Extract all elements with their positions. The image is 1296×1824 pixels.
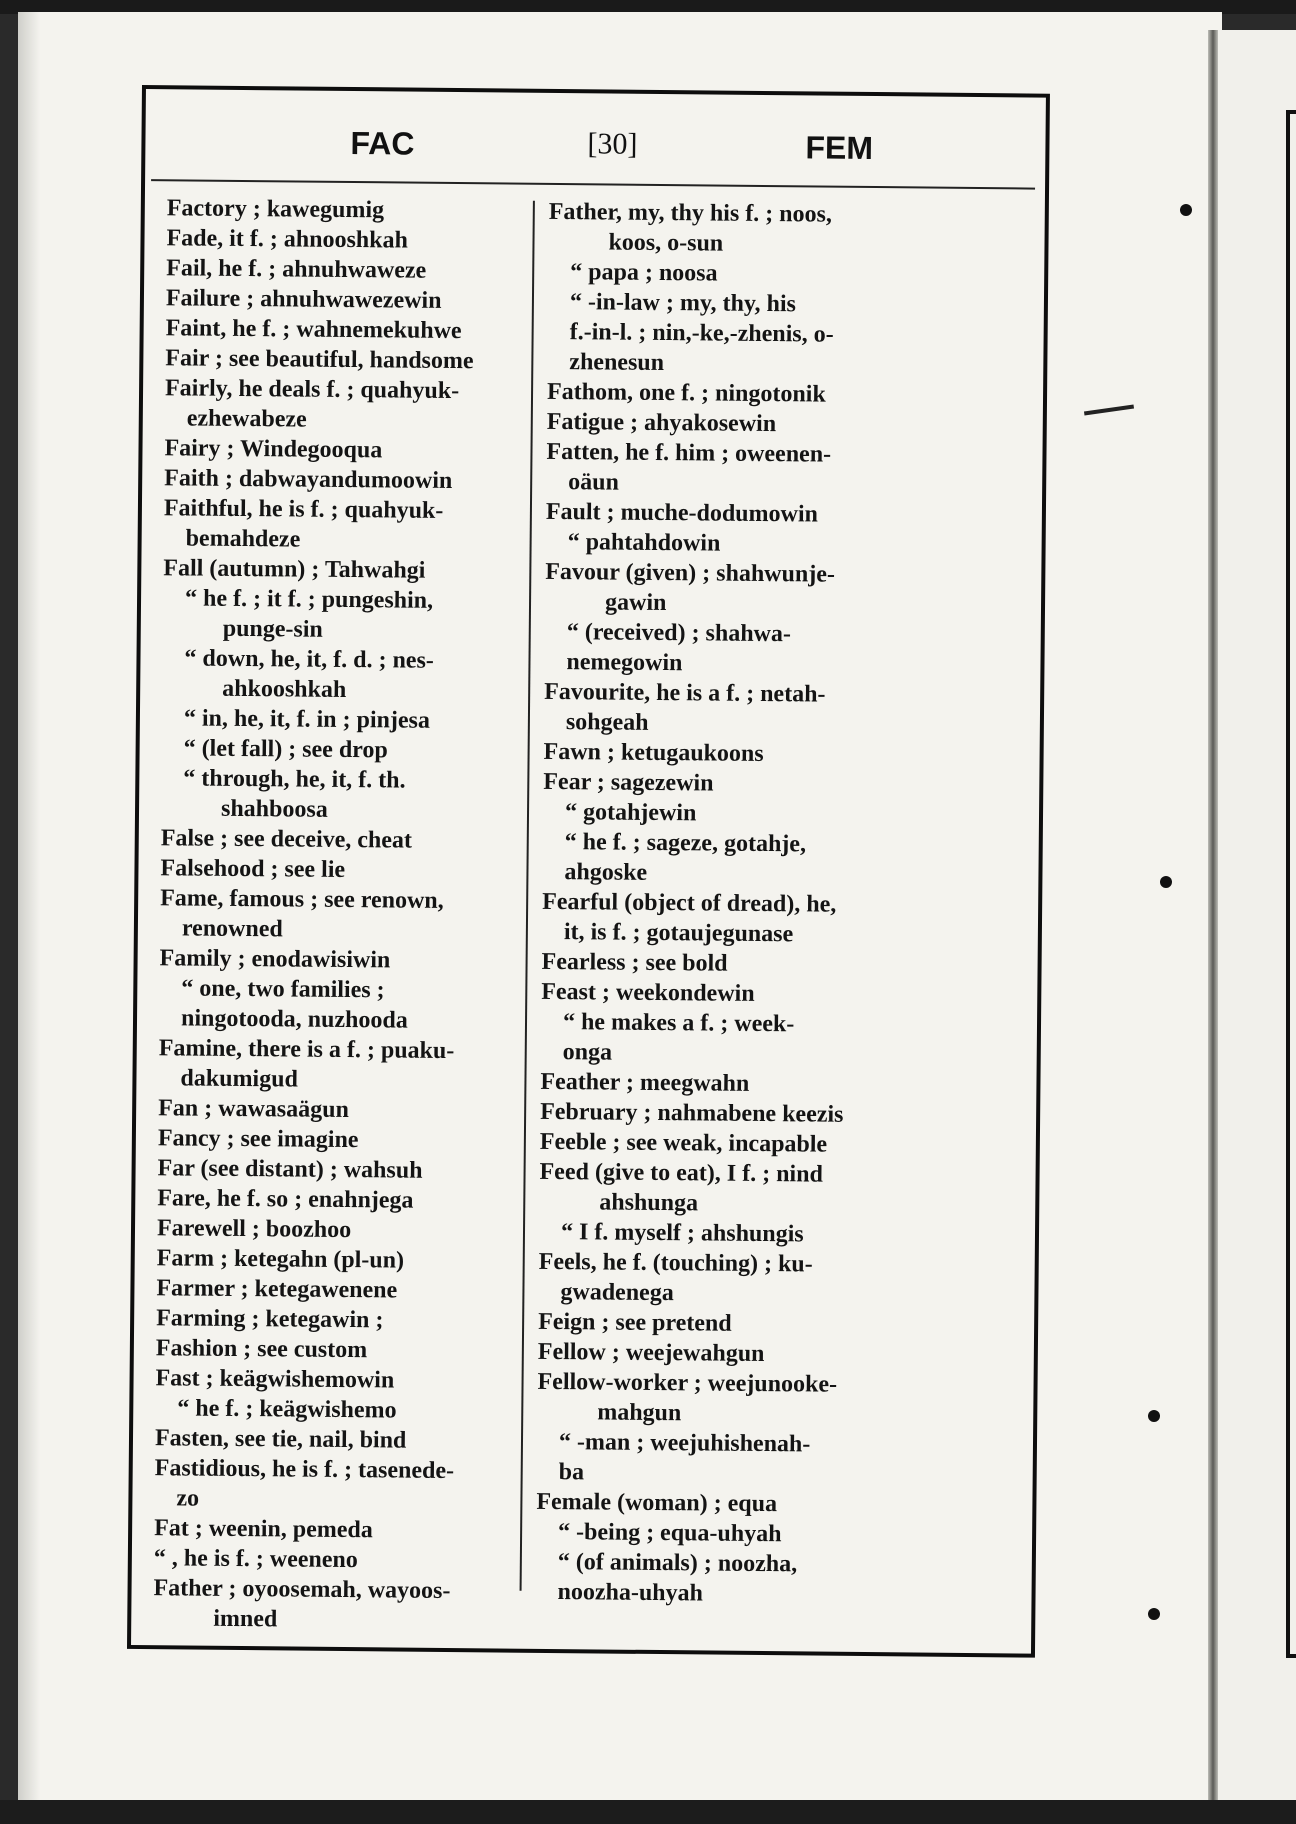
entry-line: Fashion ; see custom xyxy=(155,1335,368,1364)
entry-line: Fail, he f. ; ahnuhwaweze xyxy=(166,255,427,284)
entry-line: “ down, he, it, f. d. ; nes- xyxy=(184,645,434,674)
entry-line: onga xyxy=(562,1039,613,1066)
entry-line: Far (see distant) ; wahsuh xyxy=(157,1155,423,1184)
guide-word-right: FEM xyxy=(805,129,874,167)
entry-line: dakumigud xyxy=(180,1065,298,1093)
book-gutter xyxy=(1208,30,1218,1802)
entry-line: “ in, he, it, f. in ; pinjesa xyxy=(183,705,431,734)
entry-line: “ he f. ; keägwishemo xyxy=(177,1395,397,1424)
entry-line: imned xyxy=(213,1605,278,1633)
entry-line: oäun xyxy=(568,469,620,496)
entry-line: Favour (given) ; shahwunje- xyxy=(545,558,836,588)
entry-line: Faith ; dabwayandumoowin xyxy=(164,465,453,494)
facing-page-mark xyxy=(1180,204,1192,216)
entry-line: “ he f. ; sageze, gotahje, xyxy=(564,829,807,858)
entry-line: “ -in-law ; my, thy, his xyxy=(569,289,797,318)
entry-line: Father, my, thy his f. ; noos, xyxy=(548,198,833,228)
entry-line: sohgeah xyxy=(565,709,649,736)
entry-line: Fairly, he deals f. ; quahyuk- xyxy=(164,375,460,405)
entry-line: Fatigue ; ahyakosewin xyxy=(546,408,777,438)
entry-line: Female (woman) ; equa xyxy=(536,1488,778,1518)
entry-line: February ; nahmabene keezis xyxy=(540,1098,844,1128)
entry-line: Farewell ; boozhoo xyxy=(156,1215,352,1244)
entry-line: “ (received) ; shahwa- xyxy=(566,619,792,648)
entry-line: ba xyxy=(558,1459,585,1486)
entry-line: “ papa ; noosa xyxy=(570,259,718,287)
entry-line: Fade, it f. ; ahnooshkah xyxy=(166,225,409,254)
page-number: [30] xyxy=(587,127,638,161)
entry-line: “ through, he, it, f. th. xyxy=(183,765,406,794)
entry-line: Fan ; wawasaägun xyxy=(158,1095,349,1124)
entry-line: Feeble ; see weak, incapable xyxy=(539,1128,828,1158)
entry-line: Feather ; meegwahn xyxy=(540,1068,750,1097)
entry-line: Fair ; see beautiful, handsome xyxy=(165,345,474,375)
entry-line: punge-sin xyxy=(222,615,323,643)
entry-line: shahboosa xyxy=(220,795,328,823)
entry-line: ahkooshkah xyxy=(222,675,347,703)
entry-line: Faint, he f. ; wahnemekuhwe xyxy=(165,315,462,345)
entry-line: Farm ; ketegahn (pl-un) xyxy=(156,1245,405,1274)
entry-line: mahgun xyxy=(597,1399,682,1427)
left-column xyxy=(153,193,525,1636)
entry-line: Fear ; sagezewin xyxy=(543,768,714,797)
entry-line: Fatten, he f. him ; oweenen- xyxy=(546,438,832,468)
entry-line: noozha-uhyah xyxy=(557,1579,704,1607)
scan-bottom-edge xyxy=(0,1800,1296,1824)
entry-line: ningotooda, nuzhooda xyxy=(180,1005,408,1034)
entry-line: “ , he is f. ; weeneno xyxy=(153,1545,358,1574)
entry-line: “ (let fall) ; see drop xyxy=(183,735,388,764)
entry-line: Falsehood ; see lie xyxy=(160,855,346,883)
facing-page-mark xyxy=(1160,876,1172,888)
entry-line: Fearless ; see bold xyxy=(541,948,728,977)
entry-line: ezhewabeze xyxy=(186,405,307,433)
entry-line: “ (of animals) ; noozha, xyxy=(557,1549,798,1578)
entry-line: Father ; oyoosemah, wayoos- xyxy=(153,1575,451,1605)
entry-line: koos, o-sun xyxy=(608,229,724,257)
entry-line: Fathom, one f. ; ningotonik xyxy=(546,378,826,408)
right-column xyxy=(535,197,919,1610)
entry-line: Fawn ; ketugaukoons xyxy=(543,738,764,767)
facing-page-mark xyxy=(1148,1608,1160,1620)
dictionary-page-frame xyxy=(127,85,1050,1658)
entry-line: Farming ; ketegawin ; xyxy=(156,1305,384,1334)
entry-line: ahgoske xyxy=(564,859,648,886)
entry-line: Fast ; keägwishemowin xyxy=(155,1365,395,1394)
entry-line: “ he makes a f. ; week- xyxy=(562,1009,795,1038)
entry-line: Feed (give to eat), I f. ; nind xyxy=(539,1158,823,1188)
entry-line: Fault ; muche-dodumowin xyxy=(545,498,819,528)
entry-line: Fancy ; see imagine xyxy=(157,1125,359,1154)
entry-line: Fasten, see tie, nail, bind xyxy=(154,1425,407,1454)
entry-line: f.-in-l. ; nin,-ke,-zhenis, o- xyxy=(569,319,834,348)
guide-word-left: FAC xyxy=(350,125,415,162)
entry-line: Factory ; kawegumig xyxy=(166,195,385,224)
entry-line: “ pahtahdowin xyxy=(567,529,721,557)
header-rule xyxy=(151,179,1035,189)
entry-line: “ he f. ; it f. ; pungeshin, xyxy=(184,585,434,614)
entry-line: Famine, there is a f. ; puaku- xyxy=(158,1035,455,1065)
entry-line: Farmer ; ketegawenene xyxy=(156,1275,398,1304)
entry-line: “ I f. myself ; ahshungis xyxy=(560,1219,804,1248)
entry-line: Faithful, he is f. ; quahyuk- xyxy=(163,495,444,524)
entry-line: nemegowin xyxy=(566,649,683,677)
entry-line: Feels, he f. (touching) ; ku- xyxy=(538,1248,813,1278)
entry-line: zhenesun xyxy=(569,349,665,377)
facing-page-edge xyxy=(1218,30,1296,1802)
entry-line: bemahdeze xyxy=(185,525,301,553)
entry-line: Fame, famous ; see renown, xyxy=(160,885,444,914)
entry-line: it, is f. ; gotaujegunase xyxy=(563,919,794,948)
entry-line: gawin xyxy=(604,589,667,617)
entry-line: Fat ; weenin, pemeda xyxy=(154,1515,373,1544)
entry-line: “ one, two families ; xyxy=(181,975,385,1004)
entry-line: Fearful (object of dread), he, xyxy=(542,888,837,918)
entry-line: Fare, he f. so ; enahnjega xyxy=(157,1185,414,1214)
entry-line: “ gotahjewin xyxy=(564,799,697,827)
facing-page-frame xyxy=(1286,110,1296,1658)
entry-line: False ; see deceive, cheat xyxy=(160,825,413,854)
entry-line: Fellow-worker ; weejunooke- xyxy=(537,1368,838,1398)
entry-line: ahshunga xyxy=(599,1189,699,1217)
entry-line: Fall (autumn) ; Tahwahgi xyxy=(163,555,426,584)
entry-line: gwadenega xyxy=(560,1279,674,1307)
entry-line: Fellow ; weejewahgun xyxy=(537,1338,765,1368)
running-header xyxy=(145,89,1046,210)
entry-line: “ -being ; equa-uhyah xyxy=(558,1519,782,1548)
entry-line: Feast ; weekondewin xyxy=(541,978,755,1007)
entry-line: Feign ; see pretend xyxy=(538,1308,732,1337)
entry-line: Fairy ; Windegooqua xyxy=(164,435,383,464)
entry-line: Failure ; ahnuhwawezewin xyxy=(165,285,442,314)
entry-line: Family ; enodawisiwin xyxy=(159,945,391,974)
entry-line: zo xyxy=(176,1485,200,1512)
entry-line: Favourite, he is a f. ; netah- xyxy=(544,678,826,708)
entry-line: renowned xyxy=(181,915,283,943)
entry-line: Fastidious, he is f. ; tasenede- xyxy=(154,1455,455,1485)
page-left-edge-shadow xyxy=(18,12,40,1802)
facing-page-mark xyxy=(1148,1410,1160,1422)
entry-line: “ -man ; weejuhishenah- xyxy=(558,1429,811,1458)
